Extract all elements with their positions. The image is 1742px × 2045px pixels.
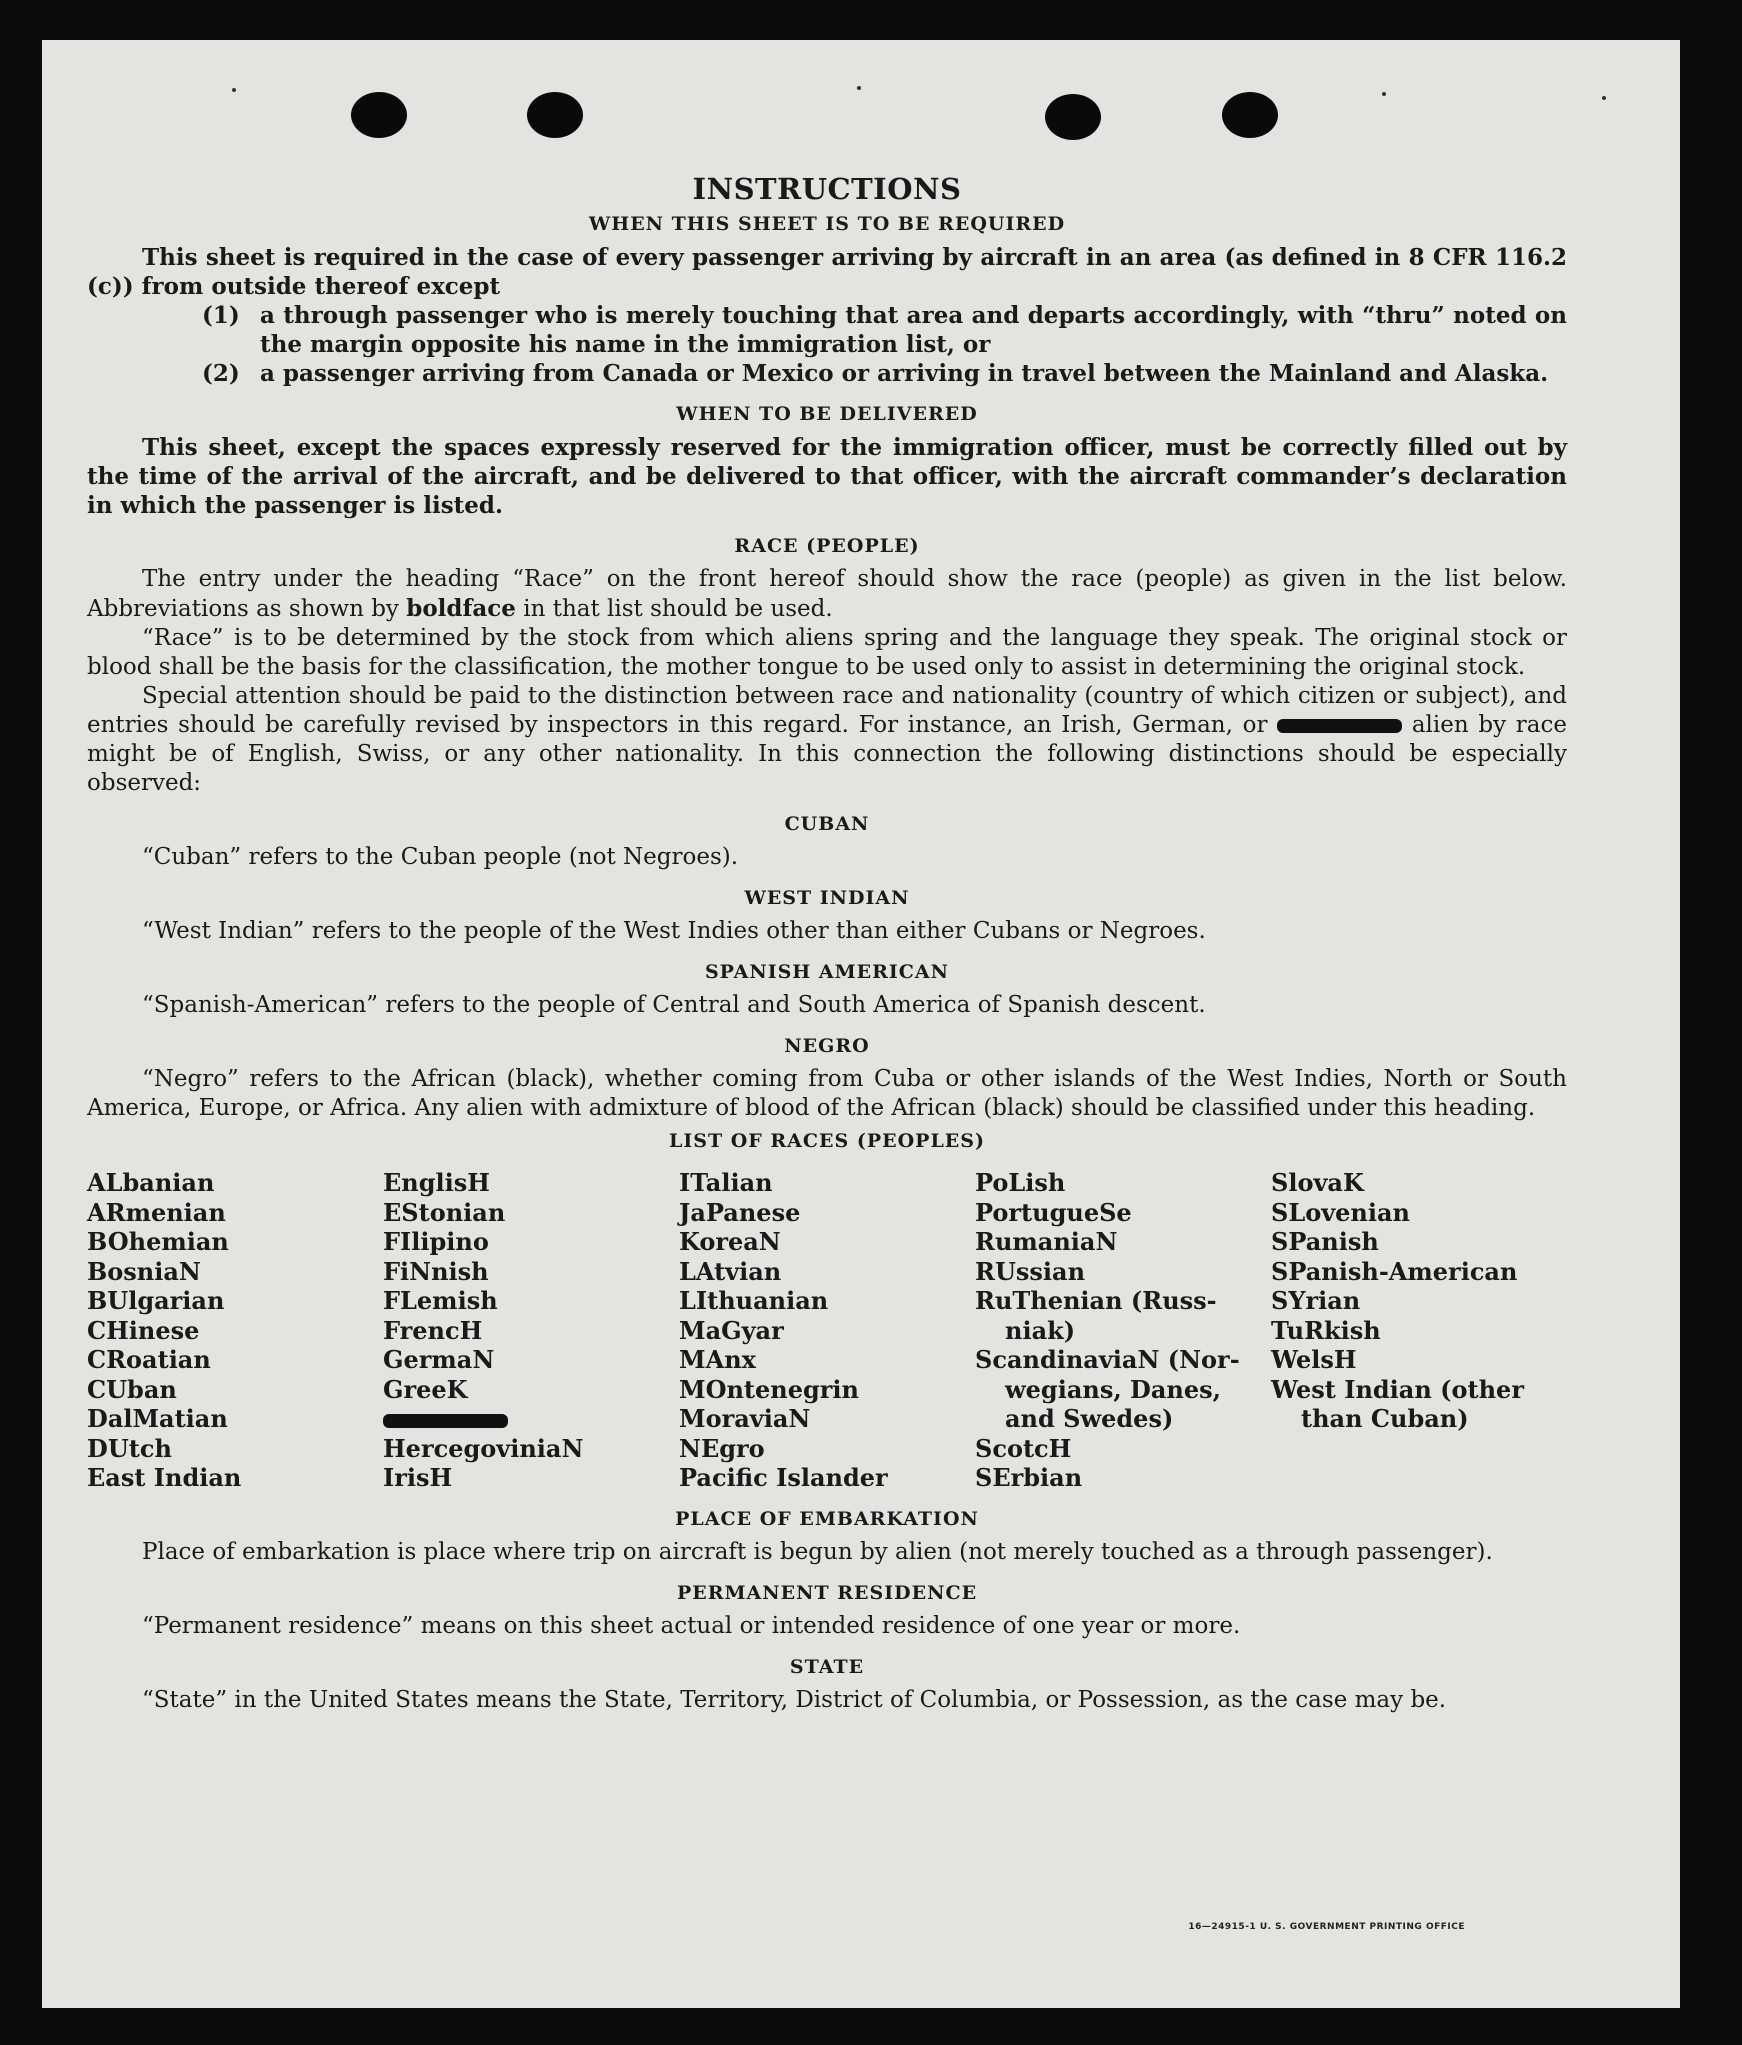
instructions-body: [87, 40, 1567, 1715]
redaction-mark: [383, 1414, 508, 1428]
when-required-intro-text: This sheet is required in the case of every passenger arriving by aircraft in an area (as defined in 8 CFR 116.2 (c)) from outside thereof: [87, 244, 1567, 300]
races-column: [679, 1168, 975, 1493]
race-entry: CHinese: [87, 1315, 200, 1345]
spanish-american-text: “Spanish-American” refers to the people of Central and South America of Spanish descent.: [142, 992, 1206, 1018]
redaction-mark: [1277, 719, 1402, 733]
race-entry: MOntenegrin: [679, 1374, 859, 1404]
heading-state: STATE: [789, 1655, 865, 1678]
cuban-text: “Cuban” refers to the Cuban people (not Negroes).: [142, 844, 739, 870]
races-column: [1271, 1168, 1567, 1493]
races-list: [87, 1168, 1567, 1493]
race-p1-text: The entry under the heading “Race” on the front hereof should show the race (people) as given in the list below. Abbreviations as shown by: [87, 566, 1567, 622]
race-entry: East Indian: [87, 1463, 242, 1492]
state-text: “State” in the United States means the State, Territory, District of Columbia, or Possession, as the case may be.: [142, 1686, 1447, 1713]
race-entry-continuation: niak): [1005, 1315, 1076, 1345]
race-entry-continued: [975, 1404, 1271, 1434]
exception-text: a passenger arriving from Canada or Mexico or arriving in travel between the Mainland and Alaska.: [260, 360, 1549, 387]
race-entry: ITalian: [679, 1168, 773, 1197]
race-entry: MoraviaN: [679, 1404, 811, 1433]
race-entry: NEgro: [679, 1433, 765, 1463]
race-paragraph-3: [87, 682, 1567, 798]
boldface-word: boldface: [406, 595, 516, 622]
race-entry: TuRkish: [1271, 1315, 1381, 1345]
race-entry: FiNnish: [383, 1256, 489, 1286]
race-entry: Pacific Islander: [679, 1463, 888, 1492]
negro-text: “Negro” refers to the African (black), whether coming from Cuba or other islands of the West Indies, North or South America, Europe, or Africa. Any alien with admixture of blood of the African (black) should be classified under this heading.: [87, 1066, 1567, 1121]
race-entry: BOhemian: [87, 1227, 229, 1256]
when-required-intro: [87, 243, 1567, 301]
exception-item: [202, 359, 1567, 388]
race-entry-continuation: and Swedes): [1005, 1404, 1174, 1433]
race-entry: SLovenian: [1271, 1197, 1410, 1227]
race-entry: BosniaN: [87, 1256, 201, 1286]
race-p3-text: Special attention should be paid to the distinction between race and nationality (country of which citizen or subject), and entries should be carefully revised by inspectors in this regard. For instance, an Irish, German, or: [87, 683, 1567, 738]
race-entry: RumaniaN: [975, 1227, 1118, 1256]
race-entry: MAnx: [679, 1345, 756, 1374]
race-entry-continuation: wegians, Danes,: [1005, 1374, 1221, 1404]
document-sheet: [42, 40, 1680, 2008]
race-p3-text-end: alien by race might be of English, Swiss, or any other nationality. In this connection the following distinctions should be especially observed:: [87, 712, 1567, 796]
race-entry: DUtch: [87, 1433, 172, 1463]
embarkation-text: Place of embarkation is place where trip on aircraft is begun by alien (not merely touched as a through passenger).: [142, 1538, 1493, 1565]
printing-office-code: 16—24915-1 U. S. GOVERNMENT PRINTING OFFICE: [1188, 1922, 1465, 1932]
heading-when-required: WHEN THIS SHEET IS TO BE REQUIRED: [588, 213, 1066, 235]
heading-spanish-american: SPANISH AMERICAN: [704, 961, 950, 983]
race-entry-continued: [975, 1375, 1271, 1405]
except-text: except: [416, 273, 501, 300]
residence-text: “Permanent residence” means on this sheet actual or intended residence of one year or more.: [142, 1612, 1241, 1639]
race-paragraph-2: “Race” is to be determined by the stock from which aliens spring and the language they speak. The original stock or blood shall be the basis for the classification, the mother tongue to be used only to assist in determining the original stock.: [87, 625, 1567, 680]
race-entry: ARmenian: [87, 1197, 226, 1227]
race-entry: LAtvian: [679, 1256, 782, 1286]
race-entry: SPanish: [1271, 1227, 1379, 1256]
speck: [1602, 96, 1606, 100]
race-p1-text-end: in that list should be used.: [515, 596, 833, 622]
race-entry-continued: [1271, 1404, 1567, 1434]
redacted-race-entry: [383, 1404, 679, 1434]
race-entry: West Indian (other: [1271, 1374, 1524, 1404]
race-entry: ScandinaviaN (Nor-: [975, 1345, 1240, 1374]
race-entry: DalMatian: [87, 1404, 228, 1433]
race-entry: KoreaN: [679, 1227, 781, 1256]
race-entry: ALbanian: [87, 1168, 215, 1197]
page-title: INSTRUCTIONS: [692, 172, 962, 206]
race-entry: PoLish: [975, 1168, 1066, 1197]
race-entry: SYrian: [1271, 1286, 1361, 1315]
heading-permanent-residence: PERMANENT RESIDENCE: [676, 1581, 978, 1604]
race-entry-continuation: than Cuban): [1301, 1404, 1469, 1433]
race-entry: CRoatian: [87, 1345, 211, 1374]
race-entry: RuThenian (Russ-: [975, 1286, 1217, 1315]
race-entry: SlovaK: [1271, 1168, 1364, 1197]
race-entry: PortugueSe: [975, 1197, 1132, 1227]
when-delivered-text: This sheet, except the spaces expressly reserved for the immigration officer, must be correctly filled out by the time of the arrival of the aircraft, and be delivered to that officer, with the aircraft commander’s declaration in which the passenger is listed.: [87, 434, 1567, 519]
race-entry: GermaN: [383, 1345, 495, 1374]
race-entry: LIthuanian: [679, 1286, 829, 1315]
exception-item: [202, 301, 1567, 359]
heading-negro: NEGRO: [784, 1035, 870, 1057]
race-entry: HercegoviniaN: [383, 1433, 584, 1463]
race-entry: CUban: [87, 1374, 177, 1404]
race-entry: JaPanese: [679, 1197, 801, 1227]
exception-number: (2): [202, 360, 240, 387]
race-entry: FrencH: [383, 1315, 483, 1345]
heading-embarkation: PLACE OF EMBARKATION: [675, 1507, 979, 1530]
race-entry: IrisH: [383, 1463, 453, 1492]
race-entry: WelsH: [1271, 1345, 1357, 1374]
race-entry-continued: [975, 1316, 1271, 1346]
races-column: [975, 1168, 1271, 1493]
heading-race: RACE (PEOPLE): [734, 535, 920, 557]
race-entry: EnglisH: [383, 1168, 490, 1197]
heading-west-indian: WEST INDIAN: [744, 887, 910, 909]
heading-cuban: CUBAN: [784, 813, 870, 835]
race-entry: BUlgarian: [87, 1286, 225, 1315]
exception-number: (1): [202, 302, 240, 329]
race-entry: EStonian: [383, 1197, 506, 1227]
race-entry: RUssian: [975, 1256, 1086, 1286]
race-entry: GreeK: [383, 1374, 468, 1404]
race-paragraph-1: [87, 565, 1567, 624]
race-entry: SPanish-American: [1271, 1256, 1518, 1286]
race-entry: ScotcH: [975, 1433, 1072, 1463]
race-entry: MaGyar: [679, 1315, 784, 1345]
exception-text: a through passenger who is merely touching that area and departs accordingly, with “thru” noted on the margin opposite his name in the immigration list, or: [260, 302, 1567, 358]
races-column: [87, 1168, 383, 1493]
races-column: [383, 1168, 679, 1493]
heading-list-of-races: LIST OF RACES (PEOPLES): [669, 1130, 985, 1152]
race-entry: FLemish: [383, 1286, 498, 1315]
heading-when-delivered: WHEN TO BE DELIVERED: [676, 403, 978, 425]
race-entry: FIlipino: [383, 1227, 489, 1256]
west-indian-text: “West Indian” refers to the people of the West Indies other than either Cubans or Negroes.: [142, 918, 1206, 944]
race-entry: SErbian: [975, 1463, 1083, 1492]
